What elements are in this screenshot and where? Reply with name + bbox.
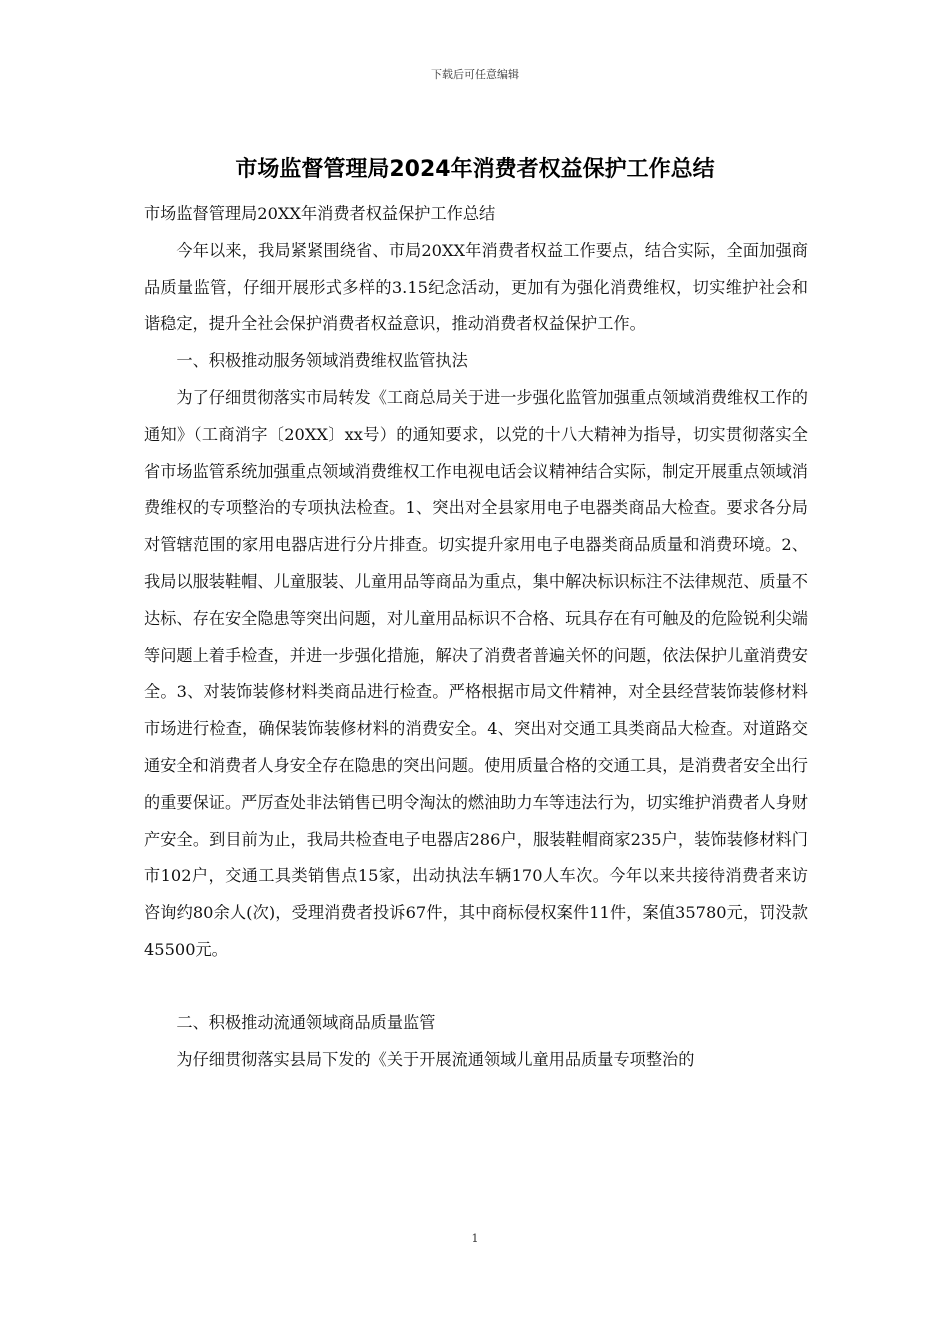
page-header: 下载后可任意编辑 — [431, 68, 519, 81]
paragraph-section-2: 为仔细贯彻落实县局下发的《关于开展流通领域儿童用品质量专项整治的 — [176, 1049, 695, 1069]
section-heading-2: 二、积极推动流通领域商品质量监管 — [176, 1012, 436, 1032]
section-heading-1: 一、积极推动服务领域消费维权监管执法 — [176, 351, 468, 371]
document-body — [144, 196, 808, 1078]
paragraph-section-1: 为了仔细贯彻落实市局转发《工商总局关于进一步强化监管加强重点领域消费维权工作的通知》（工商消字〔20XX〕xx号）的通知要求，以党的十八大精神为指导，切实贯彻落实全省市场监管系统加强重点领域消费维权工作电视电话会议精神结合实际，制定开展重点领域消费维权的专项整治的专项执法检查。1、突出对全县家用电子电器类商品大检查。要求各分局对管辖范围的家用电器店进行分片排查。切实提升家用电子电器类商品质量和消费环境。2、我局以服装鞋帽、儿童服装、儿童用品等商品为重点，集中解决标识标注不法律规范、质量不达标、存在安全隐患等突出问题，对儿童用品标识不合格、玩具存在有可触及的危险锐利尖端等问题上着手检查，并进一步强化措施，解决了消费者普遍关怀的问题，依法保护儿童消费安全。3、对装饰装修材料类商品进行检查。严格根据市局文件精神，对全县经营装饰装修材料市场进行检查，确保装饰装修材料的消费安全。4、突出对交通工具类商品大检查。对道路交通安全和消费者人身安全存在隐患的突出问题。使用质量合格的交通工具，是消费者安全出行的重要保证。严厉查处非法销售已明令淘汰的燃油助力车等违法行为，切实维护消费者人身财产安全。到目前为止，我局共检查电子电器店286户，服装鞋帽商家235户，装饰装修材料门市102户，交通工具类销售点15家，出动执法车辆170人车次。今年以来共接待消费者来访咨询约80余人(次)，受理消费者投诉67件，其中商标侵权案件11件，案值35780元，罚没款45500元。 — [144, 387, 808, 959]
paragraph-spacer — [144, 969, 808, 1005]
page-number: 1 — [471, 1232, 479, 1245]
paragraph-intro: 今年以来，我局紧紧围绕省、市局20XX年消费者权益工作要点，结合实际，全面加强商品质量监管，仔细开展形式多样的3.15纪念活动，更加有为强化消费维权，切实维护社会和谐稳定，提升全社会保护消费者权益意识，推动消费者权益保护工作。 — [144, 240, 808, 334]
document-subtitle: 市场监督管理局20XX年消费者权益保护工作总结 — [144, 204, 496, 223]
document-title: 市场监督管理局2024年消费者权益保护工作总结 — [235, 157, 715, 182]
